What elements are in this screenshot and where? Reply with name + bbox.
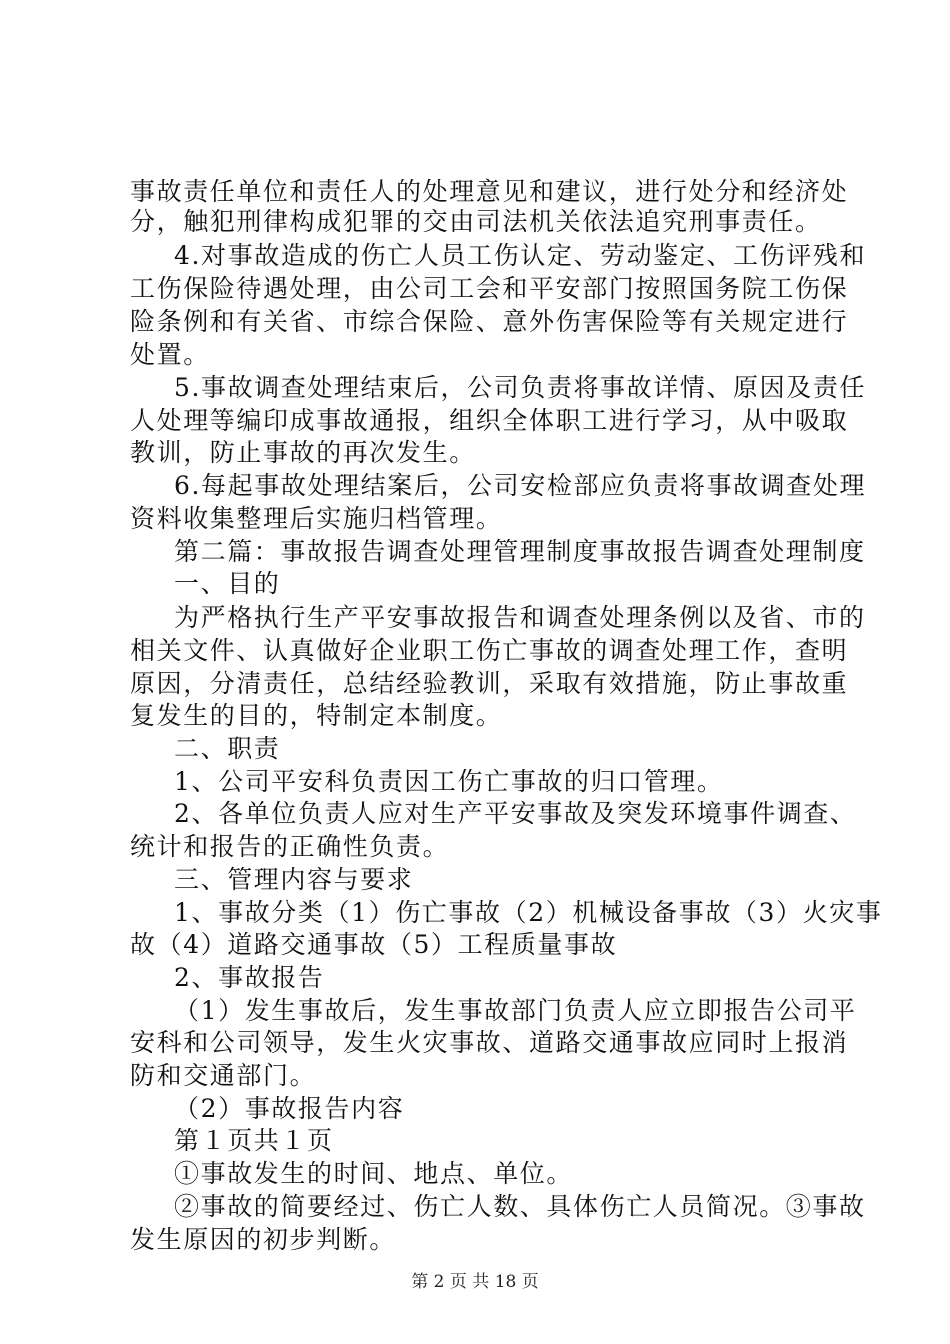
text-line: 4.对事故造成的伤亡人员工伤认定、劳动鉴定、工伤评残和 [174,241,867,270]
text-line: 复发生的目的，特制定本制度。 [130,701,503,730]
text-line: 险条例和有关省、市综合保险、意外伤害保险等有关规定进行 [130,307,849,336]
text-line: 故（4）道路交通事故（5）工程质量事故 [130,930,618,959]
page-number-footer: 第 2 页 共 18 页 [411,1272,539,1292]
inline-page-marker: 第１页共１页 [174,1126,334,1155]
text-line: 1、事故分类（1）伤亡事故（2）机械设备事故（3）火灾事 [174,898,883,927]
text-line: 统计和报告的正确性负责。 [130,832,450,861]
section-heading: 二、职责 [174,734,281,763]
text-line: 发生原因的初步判断。 [130,1225,397,1254]
text-line: 1、公司平安科负责因工伤亡事故的归口管理。 [174,767,724,796]
section-heading: 第二篇：事故报告调查处理管理制度事故报告调查处理制度 [174,537,866,566]
section-heading: 一、目的 [174,569,281,598]
text-line: ①事故发生的时间、地点、单位。 [174,1159,574,1188]
text-line: （1）发生事故后，发生事故部门负责人应立即报告公司平 [174,996,857,1025]
text-line: 防和交通部门。 [130,1061,317,1090]
text-line: 处置。 [130,340,210,369]
text-line: 事故责任单位和责任人的处理意见和建议，进行处分和经济处 [130,177,849,206]
text-line: （2）事故报告内容 [174,1094,405,1123]
section-heading: 三、管理内容与要求 [174,865,414,894]
text-line: 资料收集整理后实施归档管理。 [130,504,503,533]
text-line: 原因，分清责任，总结经验教训，采取有效措施，防止事故重 [130,669,849,698]
text-line: 教训，防止事故的再次发生。 [130,438,476,467]
text-line: 2、各单位负责人应对生产平安事故及突发环境事件调查、 [174,799,857,828]
text-line: 6.每起事故处理结案后，公司安检部应负责将事故调查处理 [174,471,867,500]
text-line: 人处理等编印成事故通报，组织全体职工进行学习，从中吸取 [130,406,849,435]
text-line: 安科和公司领导，发生火灾事故、道路交通事故应同时上报消 [130,1028,849,1057]
text-line: 为严格执行生产平安事故报告和调查处理条例以及省、市的 [174,603,866,632]
text-line: ②事故的简要经过、伤亡人数、具体伤亡人员简况。③事故 [174,1192,866,1221]
text-line: 5.事故调查处理结束后，公司负责将事故详情、原因及责任 [174,373,867,402]
text-line: 工伤保险待遇处理，由公司工会和平安部门按照国务院工伤保 [130,274,849,303]
text-line: 2、事故报告 [174,963,325,992]
text-line: 分，触犯刑律构成犯罪的交由司法机关依法追究刑事责任。 [130,207,822,236]
text-line: 相关文件、认真做好企业职工伤亡事故的调查处理工作，查明 [130,636,849,665]
